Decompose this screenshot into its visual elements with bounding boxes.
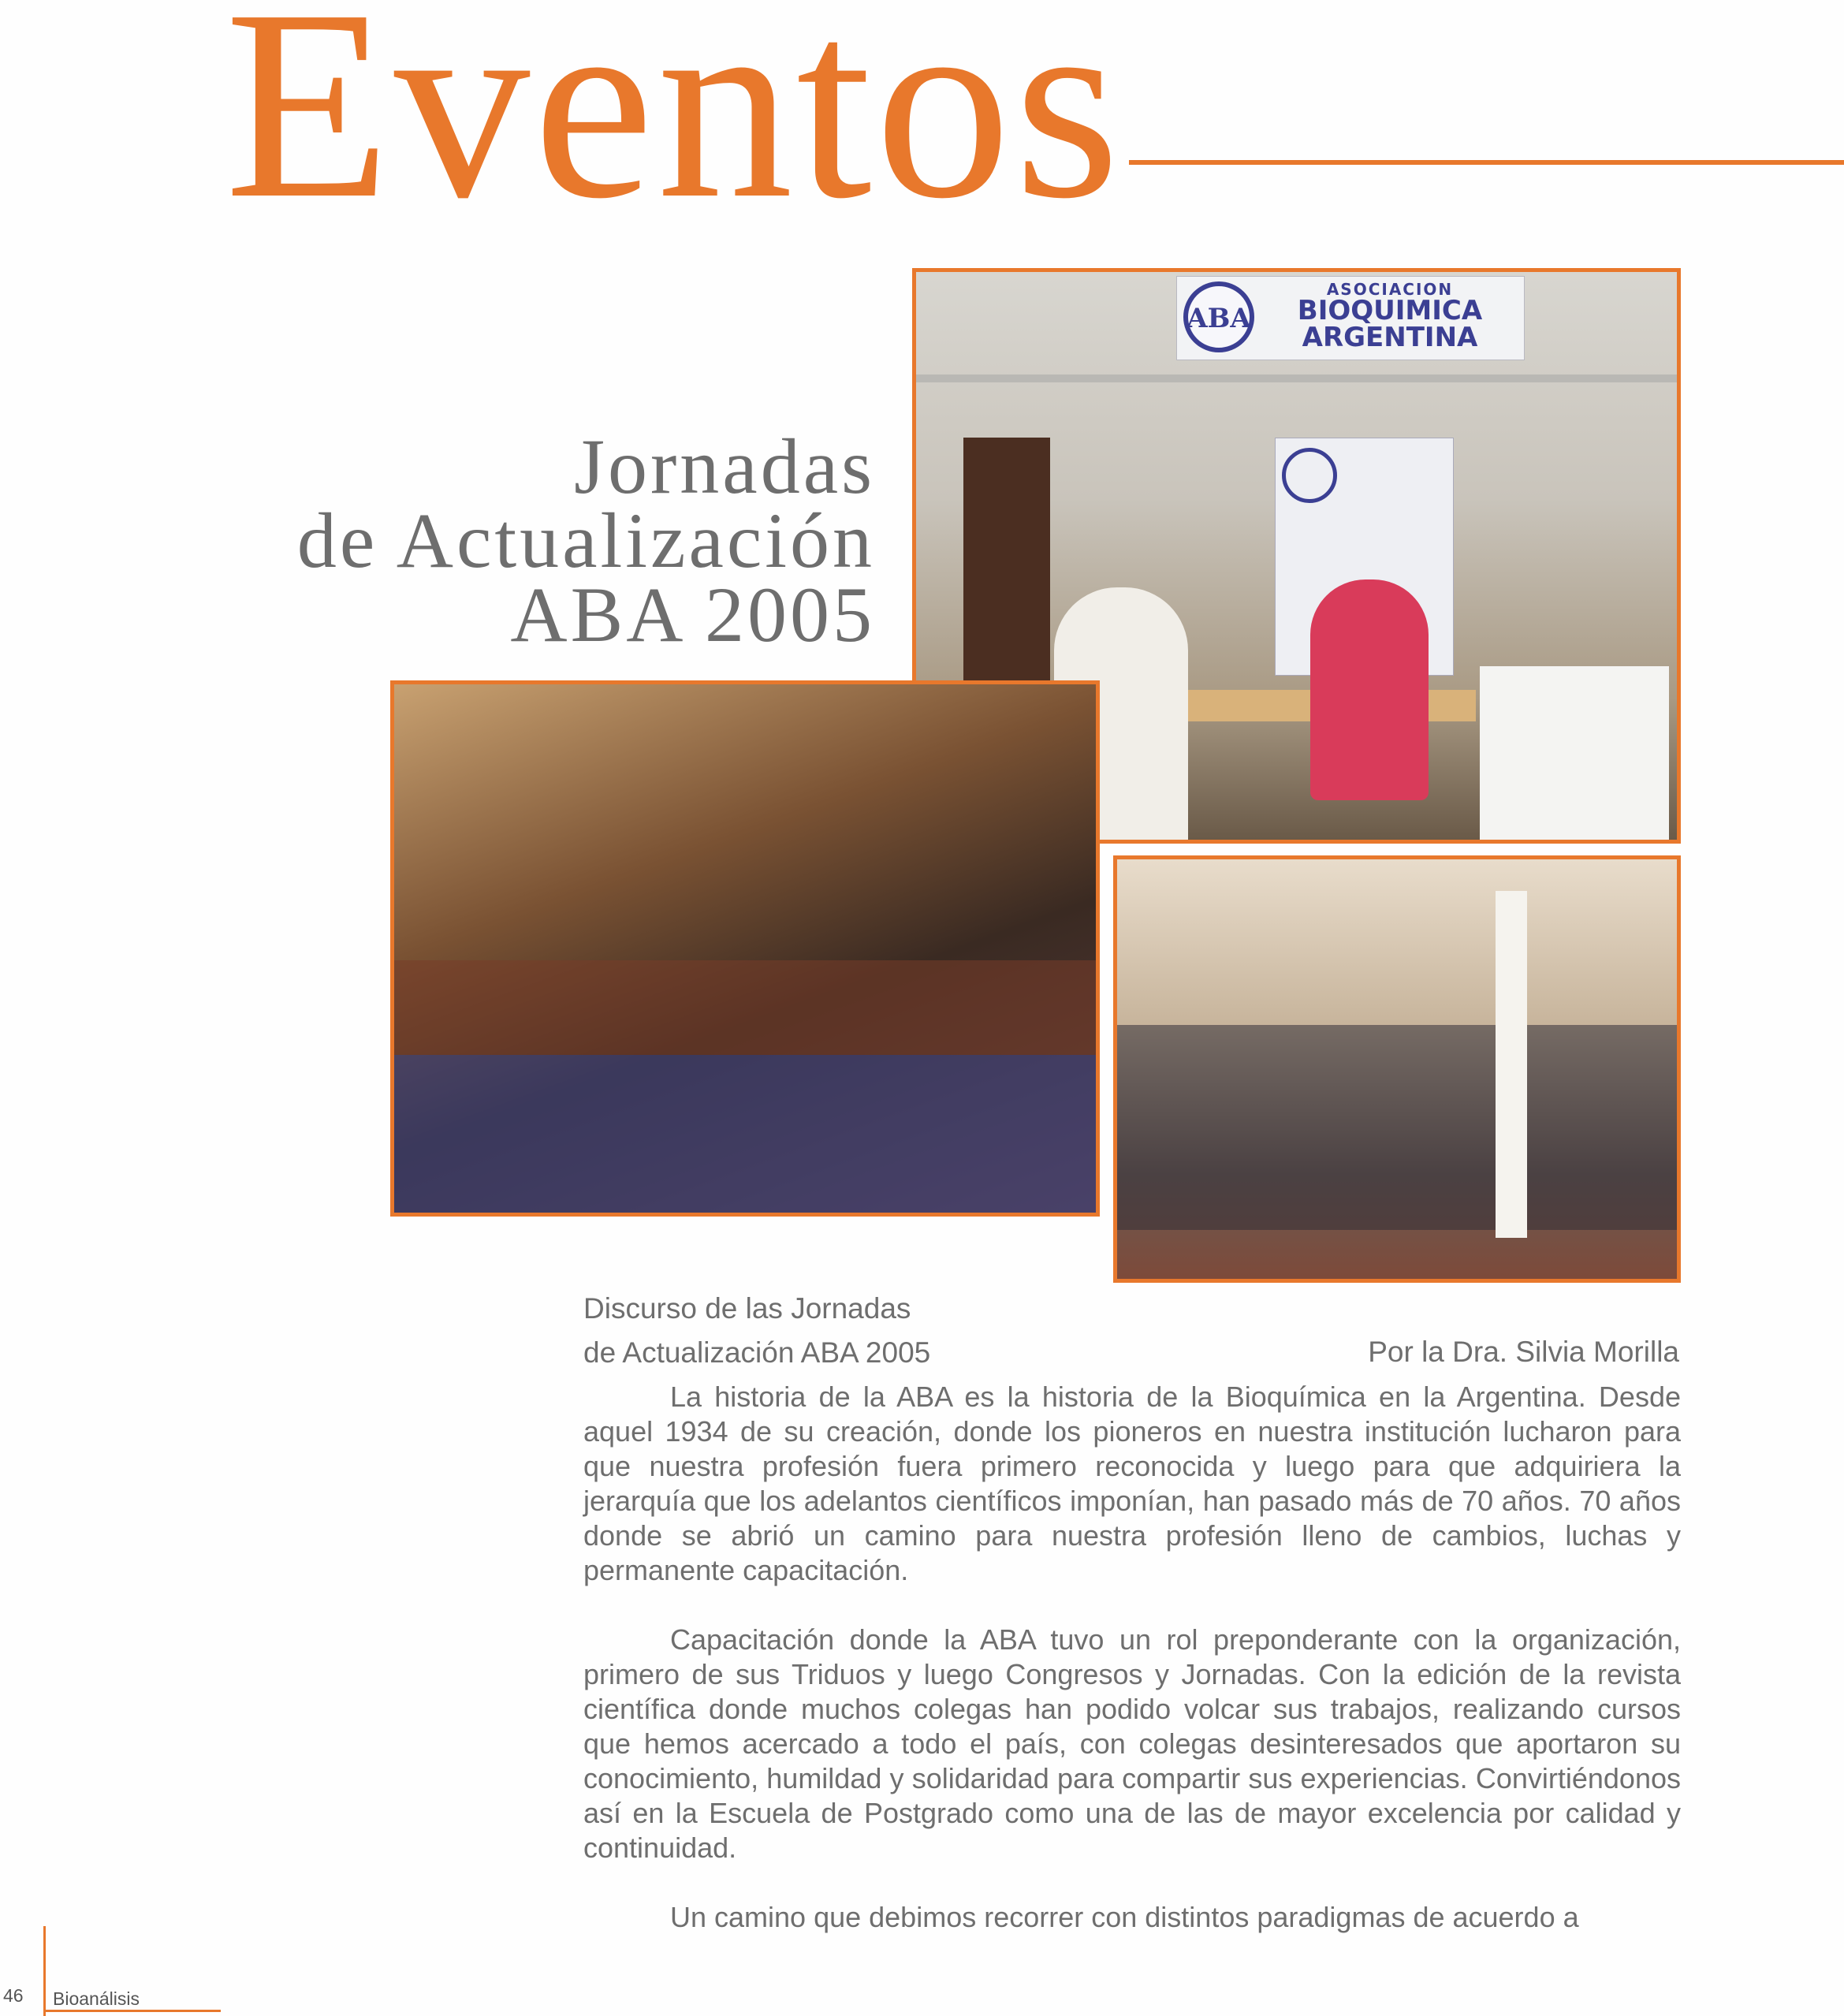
booth-frame [916, 375, 1677, 382]
article-paragraph: La historia de la ABA es la historia de la Bioquímica en la Argentina. Desde aquel 1934 de su creación, donde los pioneros en nuestra institución lucharon para que nuestra profesión fuera primero reconocida y luego para que adquiriera la jerarquía que los adelantos científicos imponían, han pasado más de 70 años. 70 años donde se abrió un camino para nuestra profesión lleno de cambios, luchas y permanente capacitación. [583, 1381, 1681, 1586]
sign-line: ASOCIACION [1326, 280, 1454, 299]
article-headline [189, 423, 875, 658]
article-body [583, 1380, 1681, 1935]
audience-photo [390, 680, 1100, 1217]
article-paragraph: Un camino que debimos recorrer con distintos paradigmas de acuerdo a [670, 1901, 1579, 1933]
booth-counter [1480, 666, 1669, 844]
byline: Por la Dra. Silvia Morilla [1368, 1336, 1679, 1368]
footer-rule [43, 2010, 221, 2012]
sign-line: BIOQUIMICA [1297, 295, 1483, 326]
article-caption [583, 1287, 1056, 1375]
audience-seats [394, 1055, 1096, 1217]
aba-logo-icon [1188, 286, 1250, 348]
headline-line: Jornadas [574, 423, 875, 510]
headline-line: de Actualización [296, 497, 875, 584]
crowd-photo [1113, 855, 1681, 1283]
section-title: Eventos [225, 0, 1123, 255]
title-rule [1129, 160, 1844, 165]
booth-sign [1176, 276, 1525, 360]
magazine-name: Bioanálisis [53, 1988, 140, 2009]
svg-text:ABA: ABA [1188, 303, 1250, 334]
poster-logo-icon [1282, 448, 1337, 503]
sign-line: ARGENTINA [1302, 322, 1478, 353]
caption-line: de Actualización ABA 2005 [583, 1336, 931, 1369]
page-number: 46 [3, 1985, 24, 2006]
audience-row [394, 960, 1096, 1055]
headline-line: ABA 2005 [510, 571, 875, 658]
person-pink-jacket [1310, 579, 1429, 800]
aba-logo [1183, 281, 1254, 352]
crowd-people [1117, 1025, 1677, 1230]
column [1496, 891, 1527, 1238]
booth-sign-text [1272, 281, 1508, 351]
article-paragraph: Capacitación donde la ABA tuvo un rol preponderante con la organización, primero de sus Triduos y luego Congresos y Jornadas. Con la edición de la revista científica donde muchos colegas han podido volcar sus trabajos, realizando cursos que hemos acercado a todo el país, con colegas desinteresados que aportaron su conocimiento, humildad y solidaridad para compartir sus experiencias. Convirtiéndonos así en la Escuela de Postgrado como una de las de mayor excelencia por calidad y continuidad. [583, 1623, 1681, 1864]
footer-rule [43, 1926, 46, 2016]
caption-line: Discurso de las Jornadas [583, 1292, 911, 1325]
